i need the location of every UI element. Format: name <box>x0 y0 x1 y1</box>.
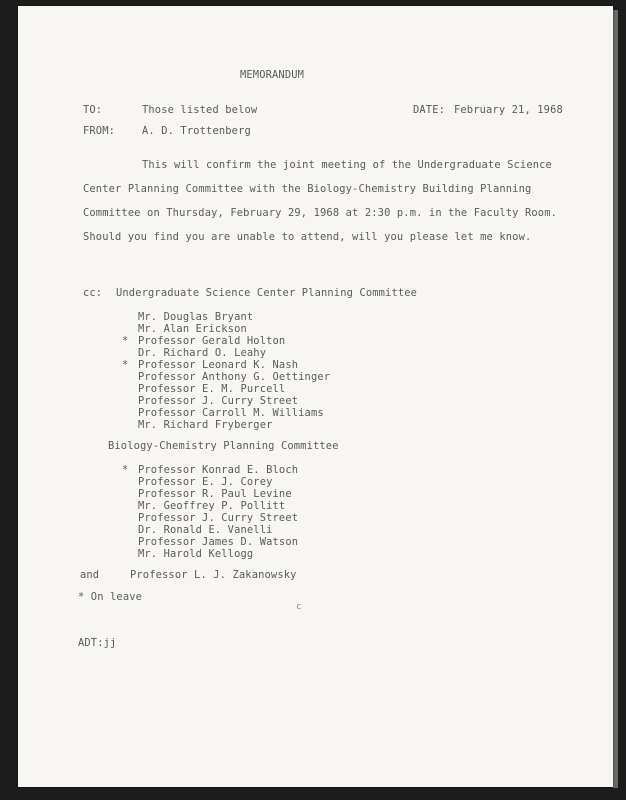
and-value: Professor L. J. Zakanowsky <box>130 569 297 581</box>
member-name: Mr. Richard Fryberger <box>138 419 273 431</box>
stray-ink-mark: c <box>296 602 302 612</box>
member-name: Professor J. Curry Street <box>138 512 299 524</box>
memo-page <box>18 6 613 787</box>
member-mark: * <box>122 464 129 476</box>
from-value: A. D. Trottenberg <box>142 125 251 137</box>
body-line-2: Center Planning Committee with the Biology-Chemistry Building Planning <box>83 183 532 195</box>
initials: ADT:jj <box>78 637 117 649</box>
member-mark: * <box>122 335 129 347</box>
member-name: Professor R. Paul Levine <box>138 488 292 500</box>
date-value: February 21, 1968 <box>454 104 563 116</box>
member-name: Mr. Geoffrey P. Pollitt <box>138 500 286 512</box>
cc-committee-1: Undergraduate Science Center Planning Committee <box>116 287 418 299</box>
member-name: Professor E. J. Corey <box>138 476 273 488</box>
member-name: Dr. Ronald E. Vanelli <box>138 524 273 536</box>
to-label: TO: <box>83 104 103 116</box>
member-name: Professor Konrad E. Bloch <box>138 464 299 476</box>
body-line-4: Should you find you are unable to attend, will you please let me know. <box>83 231 532 243</box>
memo-heading: MEMORANDUM <box>240 69 305 81</box>
member-name: Professor Leonard K. Nash <box>138 359 299 371</box>
folder-edge <box>613 10 618 788</box>
member-name: Professor Carroll M. Williams <box>138 407 324 419</box>
cc-committee-2: Biology-Chemistry Planning Committee <box>108 440 339 452</box>
body-line-1: This will confirm the joint meeting of the Undergraduate Science <box>142 159 552 171</box>
member-name: Professor Anthony G. Oettinger <box>138 371 331 383</box>
member-mark: * <box>122 359 129 371</box>
date-label: DATE: <box>413 104 446 116</box>
and-label: and <box>80 569 100 581</box>
cc-label: cc: <box>83 287 103 299</box>
to-value: Those listed below <box>142 104 258 116</box>
from-label: FROM: <box>83 125 116 137</box>
member-name: Dr. Richard O. Leahy <box>138 347 267 359</box>
member-name: Professor J. Curry Street <box>138 395 299 407</box>
member-name: Professor E. M. Purcell <box>138 383 286 395</box>
member-name: Mr. Douglas Bryant <box>138 311 254 323</box>
member-name: Professor Gerald Holton <box>138 335 286 347</box>
member-name: Professor James D. Watson <box>138 536 299 548</box>
body-line-3: Committee on Thursday, February 29, 1968 at 2:30 p.m. in the Faculty Room. <box>83 207 558 219</box>
member-name: Mr. Alan Erickson <box>138 323 247 335</box>
footnote: * On leave <box>78 591 143 603</box>
member-name: Mr. Harold Kellogg <box>138 548 254 560</box>
